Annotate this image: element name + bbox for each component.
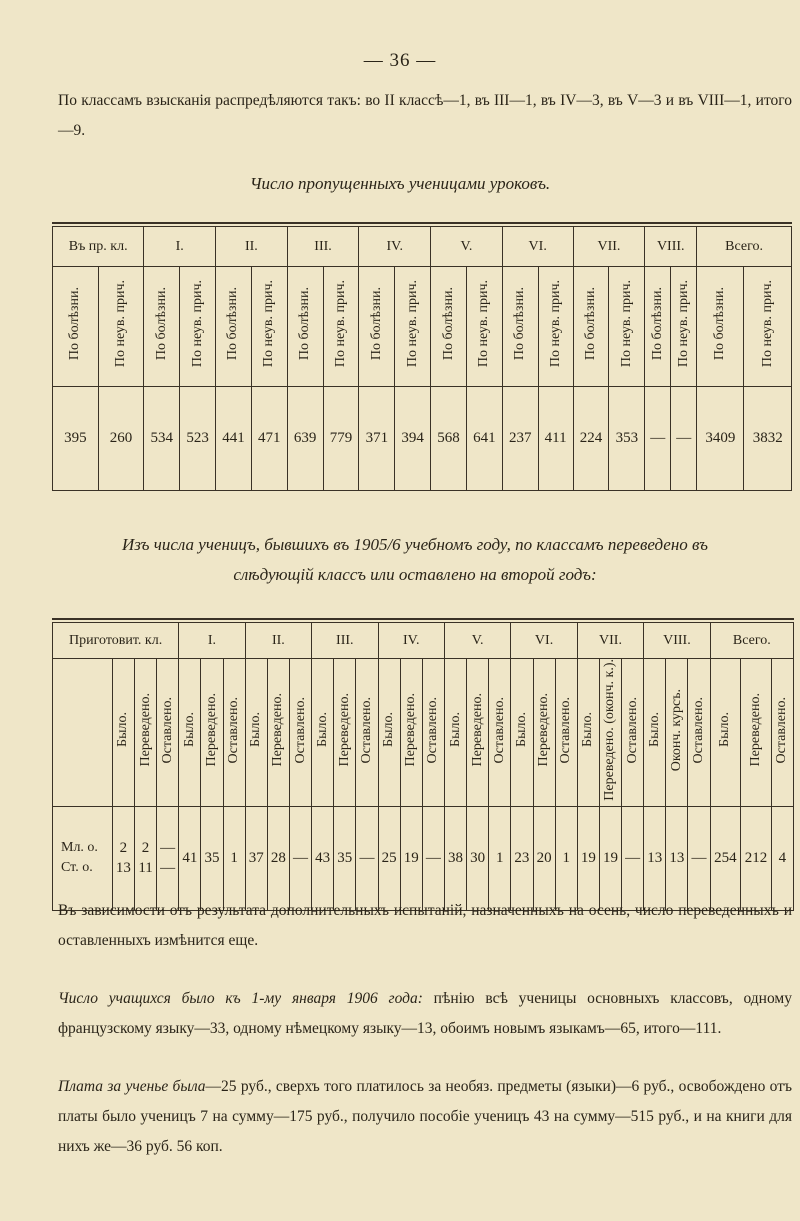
t2-value-cell: 19 — [577, 806, 599, 910]
t1-value-cell: 237 — [502, 387, 538, 491]
t1-subheader — [502, 267, 538, 387]
t1-value-cell: 471 — [251, 387, 287, 491]
t2-subheader-label: Было. — [717, 712, 733, 748]
t1-subheader-label: По болѣзни. — [512, 287, 528, 361]
t2-value-cell: 13 — [666, 806, 688, 910]
t2-subheader — [577, 659, 599, 807]
t2-group-header: V. — [444, 623, 510, 659]
t2-subheader-label: Переведено. — [469, 693, 485, 767]
t2-group-header: VIII. — [644, 623, 710, 659]
t2-subheader-label: Оставлено. — [159, 696, 175, 764]
t2-value-cell: 19 — [599, 806, 621, 910]
t2-subheader — [666, 659, 688, 807]
t1-group-header: VI. — [502, 227, 573, 267]
t2-prep-value: 11 — [138, 860, 153, 877]
t1-group-header: IV. — [359, 227, 431, 267]
t2-subheader-label: Оставлено. — [491, 696, 507, 764]
t1-value-cell: 641 — [466, 387, 502, 491]
t2-subheader — [378, 659, 400, 807]
t2-row-label: Ст. о. — [61, 860, 93, 876]
t2-subheader — [179, 659, 201, 807]
t1-subheader-label: По болѣзни. — [67, 287, 83, 361]
t2-subheader — [312, 659, 334, 807]
t2-value-cell: 23 — [511, 806, 533, 910]
t2-value-cell: 43 — [312, 806, 334, 910]
t2-subheader-label: Было. — [513, 712, 529, 748]
t1-value-cell: 395 — [53, 387, 99, 491]
t2-value-cell: — — [622, 806, 644, 910]
t2-value-cell: 38 — [444, 806, 466, 910]
t2-row-label-header — [53, 659, 113, 807]
t1-subheader — [180, 267, 216, 387]
t2-subheader-label: Было. — [181, 712, 197, 748]
t2-subheader — [511, 659, 533, 807]
t1-subheader — [744, 267, 792, 387]
page-number: — 36 — — [363, 50, 437, 71]
t1-subheader — [359, 267, 395, 387]
t2-prep-cell — [134, 806, 156, 910]
t2-subheader-label: Оставлено. — [624, 696, 640, 764]
t2-subheader — [245, 659, 267, 807]
t2-value-cell: 28 — [267, 806, 289, 910]
t1-subheader-label: По болѣзни. — [368, 287, 384, 361]
t2-group-header: II. — [245, 623, 311, 659]
t2-group-header: Всего. — [710, 623, 793, 659]
t2-subheader-label: Переведено. — [270, 693, 286, 767]
t2-subheader-label: Оставлено. — [774, 696, 790, 764]
t1-group-header: Всего. — [697, 227, 792, 267]
absences-table — [52, 226, 792, 491]
t1-value-cell: 568 — [431, 387, 467, 491]
intro-paragraph: По классамъ взысканія распредѣляются такъ: во II классѣ—1, въ III—1, въ IV—3, въ V—3 и въ VIII—1, итого—9. — [58, 92, 792, 139]
t2-subheader-label: Переведено. — [748, 693, 764, 767]
t2-group-header: Приготовит. кл. — [53, 623, 179, 659]
t2-subheader-label: Оконч. курсъ. — [668, 688, 684, 771]
t1-value-cell: 411 — [538, 387, 573, 491]
t1-value-cell: — — [645, 387, 671, 491]
t2-row-label: Мл. о. — [61, 840, 98, 856]
t2-subheader-label: Было. — [646, 712, 662, 748]
t2-subheader — [771, 659, 793, 807]
t2-subheader — [489, 659, 511, 807]
t1-subheader — [395, 267, 431, 387]
t2-subheader — [688, 659, 710, 807]
table2-top-rule — [52, 618, 794, 620]
t2-subheader-label: Было. — [115, 712, 131, 748]
promotion-table — [52, 622, 794, 911]
t2-subheader — [334, 659, 356, 807]
t2-value-cell: 37 — [245, 806, 267, 910]
t2-subheader-label: Было. — [248, 712, 264, 748]
t2-subheader — [444, 659, 466, 807]
t2-subheader — [134, 659, 156, 807]
t2-value-cell: — — [356, 806, 378, 910]
t2-subheader-label: Переведено. — [137, 693, 153, 767]
t1-group-header: I. — [144, 227, 216, 267]
t1-subheader — [645, 267, 671, 387]
t2-value-cell: 35 — [334, 806, 356, 910]
t1-subheader-label: По неув. прич. — [476, 280, 492, 368]
t2-value-cell: 1 — [555, 806, 577, 910]
t2-subheader-label: Переведено. — [403, 693, 419, 767]
students-count-lead: Число учащихся было къ 1-му января 1906 года: — [58, 990, 423, 1007]
t1-subheader-label: По неув. прич. — [332, 280, 348, 368]
t2-subheader-label: Было. — [314, 712, 330, 748]
t2-subheader — [741, 659, 772, 807]
t2-subheader-label: Было. — [381, 712, 397, 748]
t2-subheader — [644, 659, 666, 807]
t2-value-cell: 4 — [771, 806, 793, 910]
fee-lead: Плата за ученье была — [58, 1078, 206, 1095]
t2-subheader-label: Оставлено. — [558, 696, 574, 764]
t1-value-cell: 534 — [144, 387, 180, 491]
t1-value-cell: — — [671, 387, 697, 491]
t2-subheader — [267, 659, 289, 807]
t1-value-cell: 371 — [359, 387, 395, 491]
t2-subheader — [422, 659, 444, 807]
t1-subheader-label: По неув. прич. — [189, 280, 205, 368]
fee-body: —25 руб., сверхъ того платилось за необяз. предметы (языки)—6 руб., освобождено отъ платы было ученицъ 7 на сумму—175 руб., получило пособіе ученицъ 43 на сумму—515 руб., и на книги для нихъ же—36 руб. 56 коп. — [58, 1078, 792, 1155]
t2-subheader — [289, 659, 311, 807]
t1-value-cell: 779 — [323, 387, 359, 491]
t1-subheader — [216, 267, 252, 387]
t1-value-cell: 523 — [180, 387, 216, 491]
t2-group-header: I. — [179, 623, 245, 659]
t2-subheader — [622, 659, 644, 807]
t1-subheader — [323, 267, 359, 387]
fee-paragraph — [58, 1072, 792, 1162]
t1-subheader-label: По болѣзни. — [440, 287, 456, 361]
t2-subheader — [201, 659, 223, 807]
t1-value-cell: 353 — [609, 387, 645, 491]
t2-value-cell: 13 — [644, 806, 666, 910]
t2-subheader — [112, 659, 134, 807]
t2-prep-cell — [112, 806, 134, 910]
t1-subheader-label: По неув. прич. — [675, 280, 691, 368]
t1-group-header: V. — [431, 227, 503, 267]
t1-subheader-label: По неув. прич. — [547, 280, 563, 368]
t2-value-cell: 1 — [489, 806, 511, 910]
t1-subheader — [697, 267, 744, 387]
t2-subheader-label: Переведено. — [336, 693, 352, 767]
t2-subheader — [533, 659, 555, 807]
t2-prep-value: 2 — [119, 840, 128, 857]
t2-value-cell: — — [289, 806, 311, 910]
t2-subheader-label: Переведено. (оконч. к.). — [602, 659, 618, 801]
t1-subheader — [573, 267, 609, 387]
t1-value-cell: 639 — [287, 387, 323, 491]
t1-subheader — [144, 267, 180, 387]
t2-subheader — [599, 659, 621, 807]
t2-group-header: VII. — [577, 623, 643, 659]
table1-top-rule — [52, 222, 792, 224]
t2-subheader-label: Оставлено. — [226, 696, 242, 764]
t2-group-header: IV. — [378, 623, 444, 659]
t1-subheader — [431, 267, 467, 387]
t1-subheader-label: По болѣзни. — [225, 287, 241, 361]
t2-value-cell: — — [422, 806, 444, 910]
autumn-exams-paragraph: Въ зависимости отъ результата дополнительныхъ испытаній, назначенныхъ на осень, число переведенныхъ и оставленныхъ измѣнится еще. — [58, 902, 792, 949]
t2-subheader — [710, 659, 741, 807]
t2-row-labels — [53, 806, 113, 910]
t2-subheader-label: Оставлено. — [292, 696, 308, 764]
t1-subheader-label: По болѣзни. — [583, 287, 599, 361]
t1-subheader — [609, 267, 645, 387]
students-count-paragraph — [58, 984, 792, 1044]
t2-prep-value: 2 — [141, 840, 150, 857]
t2-value-cell: 20 — [533, 806, 555, 910]
t1-value-cell: 3409 — [697, 387, 744, 491]
t1-group-header: II. — [216, 227, 288, 267]
t1-group-header: VIII. — [645, 227, 697, 267]
t1-subheader-label: По неув. прич. — [112, 280, 128, 368]
t2-prep-value: — — [160, 840, 176, 857]
t1-group-header: Въ пр. кл. — [53, 227, 144, 267]
t2-subheader — [467, 659, 489, 807]
t1-subheader — [98, 267, 144, 387]
t2-subheader — [356, 659, 378, 807]
t2-subheader-label: Было. — [447, 712, 463, 748]
t2-value-cell: — — [688, 806, 710, 910]
t1-subheader — [671, 267, 697, 387]
t2-prep-value: — — [160, 860, 176, 877]
t1-subheader-label: По неув. прич. — [759, 280, 775, 368]
t1-subheader-label: По болѣзни. — [297, 287, 313, 361]
t2-group-header: III. — [312, 623, 378, 659]
t1-subheader — [538, 267, 573, 387]
t2-group-header: VI. — [511, 623, 577, 659]
t2-value-cell: 30 — [467, 806, 489, 910]
t2-value-cell: 25 — [378, 806, 400, 910]
t2-value-cell: 19 — [400, 806, 422, 910]
t2-subheader — [555, 659, 577, 807]
t1-value-cell: 394 — [395, 387, 431, 491]
t2-value-cell: 212 — [741, 806, 772, 910]
t2-prep-cell — [157, 806, 179, 910]
t1-subheader-label: По неув. прич. — [261, 280, 277, 368]
t1-subheader — [53, 267, 99, 387]
t1-subheader-label: По неув. прич. — [618, 280, 634, 368]
t2-value-cell: 254 — [710, 806, 741, 910]
t1-group-header: III. — [287, 227, 359, 267]
t1-subheader — [287, 267, 323, 387]
t2-prep-value: 13 — [115, 860, 131, 877]
t1-subheader — [466, 267, 502, 387]
t1-value-cell: 260 — [98, 387, 144, 491]
t2-subheader — [157, 659, 179, 807]
t2-subheader-label: Переведено. — [536, 693, 552, 767]
t1-group-header: VII. — [573, 227, 645, 267]
t1-subheader-label: По болѣзни. — [712, 287, 728, 361]
t1-value-cell: 224 — [573, 387, 609, 491]
t2-subheader — [223, 659, 245, 807]
t1-subheader — [251, 267, 287, 387]
table1-title: Число пропущенныхъ ученицами уроковъ. — [249, 174, 551, 193]
t2-subheader-label: Оставлено. — [691, 696, 707, 764]
t2-subheader-label: Переведено. — [203, 693, 219, 767]
t2-value-cell: 41 — [179, 806, 201, 910]
t2-value-cell: 35 — [201, 806, 223, 910]
t2-subheader-label: Оставлено. — [425, 696, 441, 764]
students-count-body: пѣнію всѣ ученицы основныхъ классовъ, одному французскому языку—33, одному нѣмецкому языку—13, обоимъ новымъ языкамъ—65, итого—111. — [58, 990, 792, 1037]
t2-subheader-label: Было. — [580, 712, 596, 748]
t1-subheader-label: По болѣзни. — [153, 287, 169, 361]
t2-subheader-label: Оставлено. — [358, 696, 374, 764]
t1-subheader-label: По болѣзни. — [649, 287, 665, 361]
t2-subheader — [400, 659, 422, 807]
t1-subheader-label: По неув. прич. — [404, 280, 420, 368]
t1-value-cell: 441 — [216, 387, 252, 491]
t2-value-cell: 1 — [223, 806, 245, 910]
t1-value-cell: 3832 — [744, 387, 792, 491]
table2-title: Изъ числа ученицъ, бывшихъ въ 1905/6 учебномъ году, по классамъ переведено въ слѣдующій классъ или оставлено на второй годъ: — [122, 535, 708, 584]
